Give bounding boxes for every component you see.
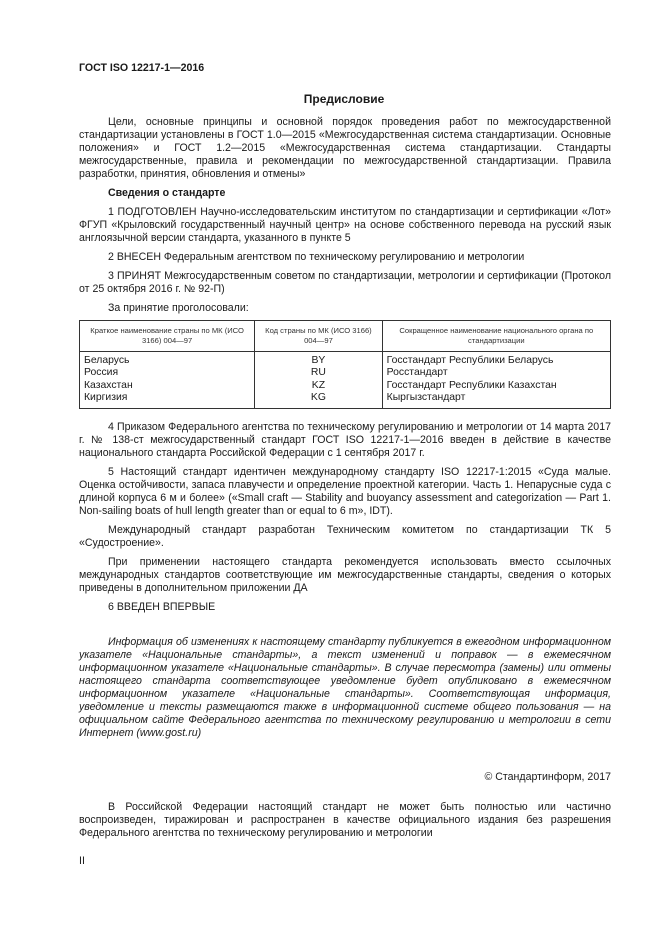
member-states-table xyxy=(79,320,611,409)
copyright-line: © Стандартинформ, 2017 xyxy=(484,771,611,783)
body-cell: Росстандарт xyxy=(382,367,610,379)
header-body: Сокращенное наименование национального органа по стандартизации xyxy=(382,321,610,352)
section-title: Предисловие xyxy=(303,92,385,106)
amendments-notice: Информация об изменениях к настоящему стандарту публикуется в ежегодном информационном указателе «Национальные стандарты», а текст изменений и поправок — в ежемесячном информационном указателе «Национальные стандарты». В случае пересмотра (замены) или отмены настоящего стандарта соответствующее уведомление будет опубликовано в ежемесячном информационном указателе «Национальные стандарты». Соответствующая информация, уведомление и тексты размещаются также в информационной системе общего пользования — на официальном сайте Федерального агентства по техническому регулированию и метрологии в сети Интернет (www.gost.ru) xyxy=(79,636,611,739)
item-3-paragraph: 3 ПРИНЯТ Межгосударственным советом по стандартизации, метрологии и сертификации (Протокол от 25 октября 2016 г. № 92-П) xyxy=(79,270,611,295)
country-cell: Казахстан xyxy=(80,380,255,392)
body-cell: Госстандарт Республики Казахстан xyxy=(382,380,610,392)
info-heading: Сведения о стандарте xyxy=(108,187,226,199)
code-cell: BY xyxy=(255,352,382,368)
table-header-row xyxy=(80,321,611,352)
code-cell: RU xyxy=(255,367,382,379)
item-2-paragraph: 2 ВНЕСЕН Федеральным агентством по техническому регулированию и метрологии xyxy=(108,251,525,263)
body-cell: Кыргызстандарт xyxy=(382,392,610,408)
table-row xyxy=(80,392,611,408)
rf-notice-block xyxy=(79,801,611,840)
table-row xyxy=(80,380,611,392)
header-country: Краткое наименование страны по МК (ИСО 3166) 004—97 xyxy=(80,321,255,352)
header-code: Код страны по МК (ИСО 3166) 004—97 xyxy=(255,321,382,352)
country-cell: Беларусь xyxy=(80,352,255,368)
page-number: II xyxy=(79,855,85,867)
country-cell: Киргизия xyxy=(80,392,255,408)
item-1-paragraph: 1 ПОДГОТОВЛЕН Научно-исследовательским институтом по стандартизации и сертификации «Лот» ФГУП «Крыловский государственный научный центр» на основе собственного перевода на русский язык англоязычной версии стандарта, указанного в пункте 5 xyxy=(79,206,611,244)
country-cell: Россия xyxy=(80,367,255,379)
intro-paragraph: Цели, основные принципы и основной порядок проведения работ по межгосударственной стандартизации установлены в ГОСТ 1.0—2015 «Межгосударственная система стандартизации. Основные положения» и ГОСТ 1.2—2015 «Межгосударственная система стандартизации. Стандарты межгосударственные, правила и рекомендации по межгосударственной стандартизации. Правила разработки, принятия, обновления и отмены» xyxy=(79,116,611,180)
voted-label: За принятие проголосовали: xyxy=(108,302,249,314)
body-cell: Госстандарт Республики Беларусь xyxy=(382,352,610,368)
item-5-paragraph: 5 Настоящий стандарт идентичен международному стандарту ISO 12217-1:2015 «Суда малые. Оценка остойчивости, запаса плавучести и определение проектной категории. Часть 1. Непарусные суда с длиной корпуса 6 м и более» («Small craft — Stability and buoyancy assessment and categorization — Part 1. Non-sailing boats of hull length greater than or equal to 6 m», IDT). xyxy=(79,466,611,517)
item-5-committee-paragraph: Международный стандарт разработан Техническим комитетом по стандартизации ТК 5 «Судостроение». xyxy=(79,524,611,549)
table-row xyxy=(80,352,611,368)
code-cell: KZ xyxy=(255,380,382,392)
code-cell: KG xyxy=(255,392,382,408)
item-5-reference-paragraph: При применении настоящего стандарта рекомендуется использовать вместо ссылочных международных стандартов соответствующие им межгосударственные стандарты, сведения о которых приведены в дополнительном приложении ДА xyxy=(79,556,611,594)
rf-notice-paragraph: В Российской Федерации настоящий стандарт не может быть полностью или частично воспроизведен, тиражирован и распространен в качестве официального издания без разрешения Федерального агентства по техническому регулированию и метрологии xyxy=(79,801,611,839)
item-4-paragraph: 4 Приказом Федерального агентства по техническому регулированию и метрологии от 14 марта 2017 г. № 138-ст межгосударственный стандарт ГОСТ ISO 12217-1—2016 введен в действие в качестве национального стандарта Российской Федерации с 1 сентября 2017 г. xyxy=(79,421,611,459)
item-6-paragraph: 6 ВВЕДЕН ВПЕРВЫЕ xyxy=(108,601,216,613)
items-block xyxy=(79,421,611,614)
intro-block xyxy=(79,116,611,315)
document-code-header: ГОСТ ISO 12217-1—2016 xyxy=(79,62,205,74)
table-row xyxy=(80,367,611,379)
